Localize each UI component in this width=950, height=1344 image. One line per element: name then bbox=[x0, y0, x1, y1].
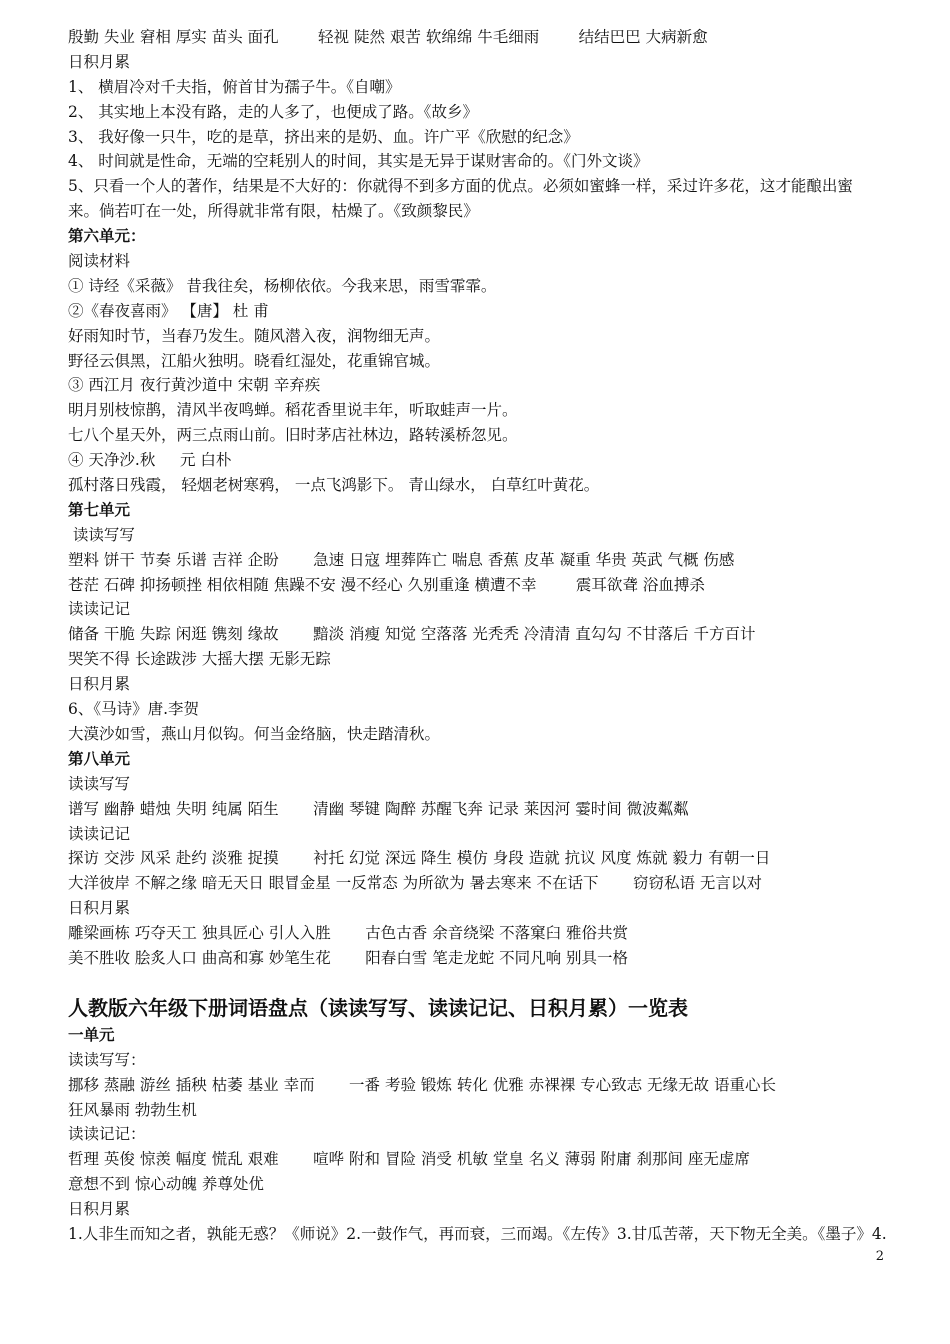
document-page bbox=[68, 25, 888, 1247]
text-line: 4、 时间就是性命，无端的空耗别人的时间，其实是无异于谋财害命的。《门外文谈》 bbox=[68, 152, 649, 171]
text-line: 野径云俱黑，江船火独明。晓看红湿处，花重锦官城。 bbox=[68, 351, 441, 370]
section-heading: 第七单元 bbox=[68, 499, 131, 519]
text-line: 1.人非生而知之者，孰能无惑？《师说》2.一鼓作气，再而衰，三而竭。《左传》3.甘瓜苦蒂，天下物无全美。《墨子》4. bbox=[68, 1224, 887, 1243]
text-line: 5、只看一个人的著作，结果是不大好的：你就得不到多方面的优点。必须如蜜蜂一样，采过许多花，这才能酿出蜜 bbox=[68, 177, 853, 196]
text-line: 来。倘若叮在一处，所得就非常有限，枯燥了。《致颜黎民》 bbox=[68, 202, 479, 221]
section-gap bbox=[68, 971, 888, 993]
text-line: 美不胜收 脍炙人口 曲高和寡 妙笔生花 阳春白雪 笔走龙蛇 不同凡响 别具一格 bbox=[68, 948, 629, 967]
text-line: ① 诗经《采薇》 昔我往矣，杨柳依依。今我来思，雨雪霏霏。 bbox=[68, 276, 497, 295]
text-line: 读读写写 bbox=[68, 774, 131, 793]
text-line: 哭笑不得 长途跋涉 大摇大摆 无影无踪 bbox=[68, 650, 331, 669]
text-line: 意想不到 惊心动魄 养尊处优 bbox=[68, 1175, 264, 1194]
text-line: 读读记记 bbox=[68, 600, 131, 619]
text-line: 1、 横眉冷对千夫指，俯首甘为孺子牛。《自嘲》 bbox=[68, 77, 401, 96]
text-line: 大漠沙如雪，燕山月似钩。何当金络脑，快走踏清秋。 bbox=[68, 724, 441, 743]
text-line: 读读写写 bbox=[68, 525, 135, 544]
text-line: 储备 干脆 失踪 闲逛 镌刻 缘故 黯淡 消瘦 知觉 空落落 光秃秃 冷清清 直勾勾 不甘落后 千方百计 bbox=[68, 625, 756, 644]
section-heading: 第八单元 bbox=[68, 748, 131, 768]
text-line: ③ 西江月 夜行黄沙道中 宋朝 辛弃疾 bbox=[68, 376, 321, 395]
text-line: 日积月累 bbox=[68, 899, 131, 918]
text-line: 6、《马诗》唐.李贺 bbox=[68, 700, 200, 719]
text-line: 雕梁画栋 巧夺天工 独具匠心 引人入胜 古色古香 余音绕梁 不落窠臼 雅俗共赏 bbox=[68, 924, 629, 943]
text-line: 读读记记 bbox=[68, 824, 131, 843]
text-line: 大洋彼岸 不解之缘 暗无天日 眼冒金星 一反常态 为所欲为 暑去寒来 不在话下 窃窃私语 无言以对 bbox=[68, 874, 762, 893]
text-line: 探访 交涉 风采 赴约 淡雅 捉摸 衬托 幻觉 深远 降生 模仿 身段 造就 抗议 风度 炼就 毅力 有朝一日 bbox=[68, 849, 771, 868]
section-heading: 第六单元： bbox=[68, 226, 146, 246]
text-line: 读读记记： bbox=[68, 1125, 146, 1144]
text-line: 塑料 饼干 节奏 乐谱 吉祥 企盼 急速 日寇 埋葬阵亡 喘息 香蕉 皮革 凝重 华贵 英武 气概 伤感 bbox=[68, 550, 735, 569]
text-line: 七八个星天外，两三点雨山前。旧时茅店社林边，路转溪桥忽见。 bbox=[68, 426, 518, 445]
text-line: 3、 我好像一只牛，吃的是草，挤出来的是奶、血。许广平《欣慰的纪念》 bbox=[68, 127, 579, 146]
text-line: ②《春夜喜雨》 【唐】 杜 甫 bbox=[68, 301, 269, 320]
text-line: ④ 天净沙.秋 元 白朴 bbox=[68, 451, 232, 470]
text-line: 挪移 蒸融 游丝 插秧 枯萎 基业 幸而 一番 考验 锻炼 转化 优雅 赤裸裸 专心致志 无缘无故 语重心长 bbox=[68, 1075, 776, 1094]
text-line: 明月别枝惊鹊，清风半夜鸣蝉。稻花香里说丰年，听取蛙声一片。 bbox=[68, 401, 518, 420]
top-text-block bbox=[68, 25, 888, 971]
text-line: 谱写 幽静 蜡烛 失明 纯属 陌生 清幽 琴键 陶醉 苏醒飞奔 记录 莱因河 霎时间 微波粼粼 bbox=[68, 799, 689, 818]
text-line: 日积月累 bbox=[68, 1200, 131, 1219]
bottom-text-block bbox=[68, 1023, 888, 1247]
text-line: 殷勤 失业 窘相 厚实 苗头 面孔 轻视 陡然 艰苦 软绵绵 牛毛细雨 结结巴巴 大病新愈 bbox=[68, 28, 708, 46]
text-line: 狂风暴雨 勃勃生机 bbox=[68, 1100, 197, 1119]
text-line: 哲理 英俊 惊羡 幅度 慌乱 艰难 喧哗 附和 冒险 消受 机敏 堂皇 名义 薄弱 附庸 刹那间 座无虚席 bbox=[68, 1150, 750, 1169]
text-line: 孤村落日残霞， 轻烟老树寒鸦， 一点飞鸿影下。 青山绿水， 白草红叶黄花。 bbox=[68, 476, 600, 495]
text-line: 苍茫 石碑 抑扬顿挫 相依相随 焦躁不安 漫不经心 久别重逢 横遭不幸 震耳欲聋 浴血搏杀 bbox=[68, 575, 705, 594]
text-line: 日积月累 bbox=[68, 675, 131, 694]
page-number: 2 bbox=[875, 1249, 884, 1264]
text-line: 读读写写： bbox=[68, 1050, 146, 1069]
text-line: 2、 其实地上本没有路，走的人多了，也便成了路。《故乡》 bbox=[68, 102, 479, 121]
section-title: 人教版六年级下册词语盘点（读读写写、读读记记、日积月累）一览表 bbox=[68, 995, 688, 1020]
section-heading: 一单元 bbox=[68, 1024, 115, 1044]
text-line: 日积月累 bbox=[68, 52, 131, 71]
text-line: 好雨知时节，当春乃发生。随风潜入夜，润物细无声。 bbox=[68, 326, 441, 345]
text-line: 阅读材料 bbox=[68, 252, 131, 271]
